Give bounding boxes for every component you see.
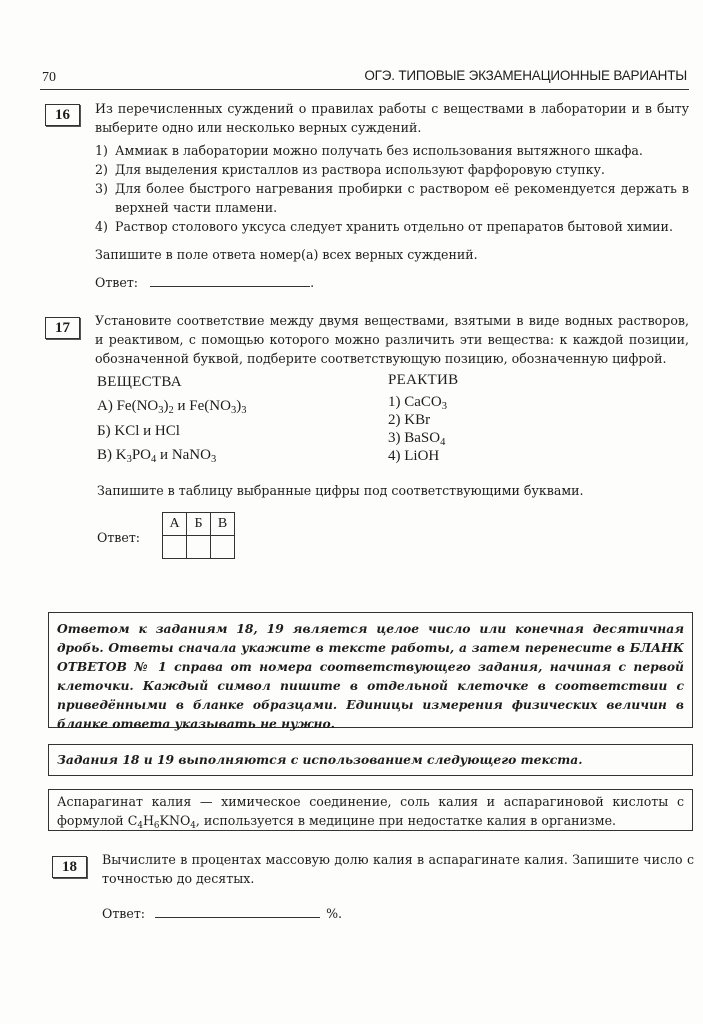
- task-17-answer-label: Ответ:: [97, 530, 141, 545]
- task-16-number: 16: [45, 104, 80, 126]
- conjunction: и: [160, 447, 169, 463]
- answer-label: Ответ:: [95, 275, 139, 290]
- formula: HCl: [154, 423, 180, 439]
- header-rule: [40, 89, 689, 90]
- task-18-number: 18: [52, 856, 87, 878]
- context-note: Задания 18 и 19 выполняются с использованием следующего текста.: [48, 744, 693, 776]
- answer-period: .: [310, 275, 315, 290]
- substance-pair: [97, 422, 180, 440]
- item-number: 4): [95, 219, 108, 234]
- reagent-number: 1): [388, 394, 401, 410]
- table-header-a: А: [163, 513, 187, 536]
- running-header-title: ОГЭ. ТИПОВЫЕ ЭКЗАМЕНАЦИОННЫЕ ВАРИАНТЫ: [364, 68, 687, 83]
- substance-pair: [97, 397, 246, 415]
- answer-label: Ответ:: [102, 906, 146, 921]
- formula: $C_4H_6KNO_4$: [127, 813, 196, 831]
- item-text: Для выделения кристаллов из раствора используют фарфоровую ступку.: [115, 162, 605, 177]
- task-16-instruction: Запишите в поле ответа номер(а) всех верных суждений.: [95, 247, 478, 262]
- task-18-prompt: Вычислите в процентах массовую долю калия в аспарагинате калия. Запишите число с точностью до десятых.: [102, 852, 694, 886]
- task-17-number: 17: [45, 317, 80, 339]
- formula: KBr: [404, 412, 431, 428]
- task-17-prompt: Установите соответствие между двумя веществами, взятыми в виде водных растворов, и реактивом, с помощью которого можно различить эти вещества: к каждой позиции, обозначенной буквой, подберите соответствующую позицию, обозначенную цифрой.: [95, 313, 689, 366]
- answer-instructions-notice: Ответом к заданиям 18, 19 является целое число или конечная десятичная дробь. Ответы сначала укажите в тексте работы, а затем перенесите в БЛАНК ОТВЕТОВ № 1 справа от номера соответствующего задания, начиная с первой клеточки. Каждый символ пишите в отдельной клеточке в соответствии с приведёнными в бланке образцами. Единицы измерения физических величин в бланке ответа указывать не нужно.: [48, 612, 693, 728]
- task-16-item: [95, 160, 689, 179]
- substance-pair: [97, 446, 216, 464]
- formula: $Fe(NO_3)_2$: [116, 398, 174, 416]
- formula: NaNO$_3$: [171, 447, 217, 465]
- table-header-b: Б: [187, 513, 211, 536]
- substance-label: Б): [97, 423, 111, 439]
- conjunction: и: [143, 423, 152, 439]
- substance-label: В): [97, 447, 112, 463]
- task-16-item: [95, 217, 689, 236]
- item-number: 3): [95, 181, 108, 196]
- page-number: 70: [42, 70, 56, 85]
- task-16-item: [95, 141, 689, 160]
- answer-field[interactable]: [150, 272, 310, 287]
- task-16: [95, 99, 689, 292]
- reagent-item: [388, 411, 430, 429]
- answer-cell-v[interactable]: [211, 536, 235, 559]
- task-16-prompt: Из перечисленных суждений о правилах работы с веществами в лаборатории и в быту выберите одно или несколько верных суждений.: [95, 101, 689, 135]
- answer-field[interactable]: [155, 903, 320, 918]
- item-text: Аммиак в лаборатории можно получать без использования вытяжного шкафа.: [115, 143, 643, 158]
- context-text-after: , используется в медицине при недостатке калия в организме.: [195, 813, 617, 828]
- context-text: [48, 789, 693, 831]
- reagent-number: 4): [388, 448, 401, 464]
- conjunction: и: [177, 398, 186, 414]
- substance-label: А): [97, 398, 113, 414]
- reagent-item: [388, 429, 445, 447]
- task-17-answer-table: [162, 512, 235, 559]
- item-number: 1): [95, 143, 108, 158]
- answer-cell-b[interactable]: [187, 536, 211, 559]
- answer-cell-a[interactable]: [163, 536, 187, 559]
- formula: BaSO$_4$: [404, 430, 446, 448]
- reagent-header: РЕАКТИВ: [388, 372, 459, 388]
- answer-unit: %.: [326, 906, 343, 921]
- table-header-v: В: [211, 513, 235, 536]
- substances-header: ВЕЩЕСТВА: [97, 374, 182, 390]
- reagent-item: [388, 393, 447, 411]
- task-16-answer: [95, 272, 689, 292]
- formula: KCl: [114, 423, 140, 439]
- task-16-item: [95, 179, 689, 217]
- item-number: 2): [95, 162, 108, 177]
- reagent-number: 3): [388, 430, 401, 446]
- task-18-answer: [102, 903, 342, 923]
- context-text-before: Аспарагинат калия — химическое соединение, соль калия и аспарагиновой кислоты с формулой: [57, 794, 684, 828]
- task-17-instruction: Запишите в таблицу выбранные цифры под соответствующими буквами.: [97, 483, 584, 498]
- formula: CaCO$_3$: [404, 394, 447, 412]
- formula: LiOH: [404, 448, 440, 464]
- item-text: Раствор столового уксуса следует хранить отдельно от препаратов бытовой химии.: [115, 219, 673, 234]
- formula: $K_3PO_4$: [115, 447, 157, 465]
- formula: $Fe(NO_3)_3$: [189, 398, 247, 416]
- reagent-number: 2): [388, 412, 401, 428]
- item-text: Для более быстрого нагревания пробирки с раствором её рекомендуется держать в верхней части пламени.: [115, 181, 689, 215]
- reagent-item: [388, 447, 439, 465]
